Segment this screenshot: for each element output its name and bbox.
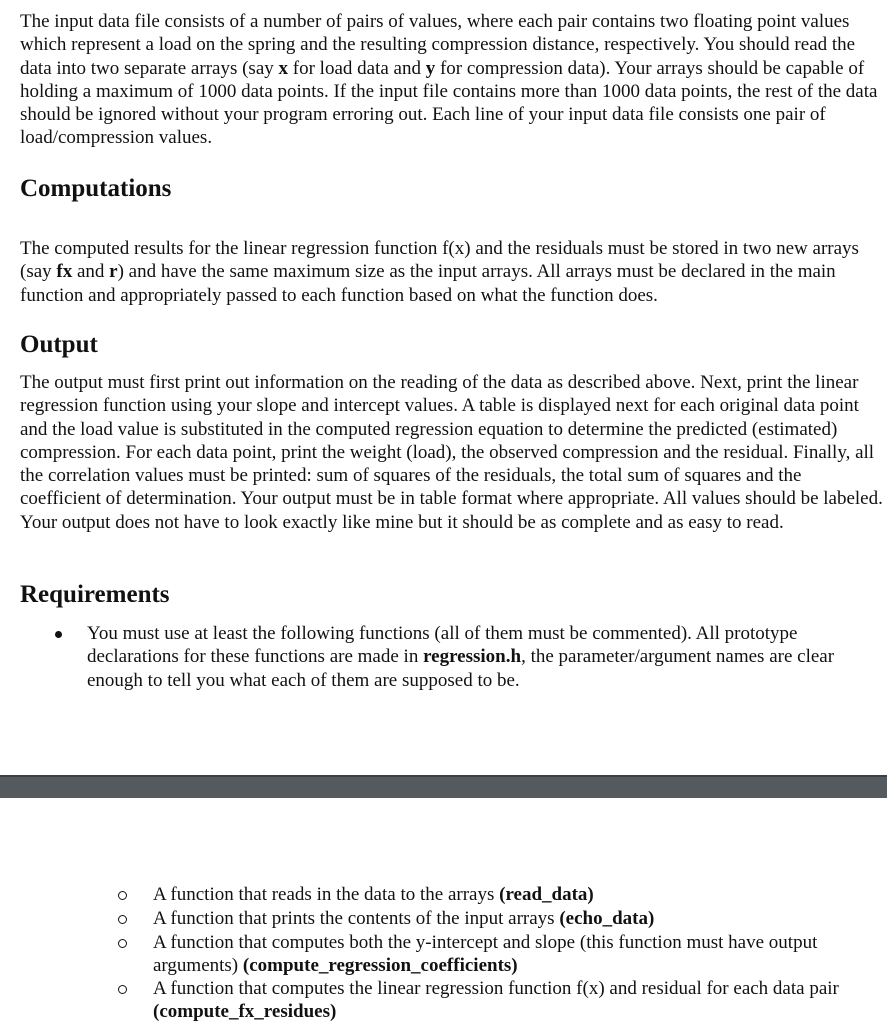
function-name: (echo_data) xyxy=(559,908,655,929)
circle-bullet-icon xyxy=(118,939,127,948)
output-paragraph: The output must first print out information on the reading of the data as described above. Next, print the linear regression function using your slope and intercept values. A table is displayed next for each original data point and the load value is substituted in the computed regression equation to determine the predicted (estimated) compression. For each data point, print the weight (load), the observed compression and the residual. Finally, all the correlation values must be printed: sum of squares of the residuals, the total sum of squares and the coefficient of determination. Your output must be in table format where appropriate. All values should be labeled. Your output does not have to look exactly like mine but it should be as complete and as easy to read. xyxy=(20,372,883,533)
item-description: A function that computes both the y-intercept and slope (this function must have output arguments) xyxy=(153,932,818,977)
intro-text-2: for load data and xyxy=(288,57,426,79)
intro-paragraph xyxy=(20,10,886,150)
item-description: A function that computes the linear regression function f(x) and residual for each data pair xyxy=(153,978,839,999)
circle-bullet-icon xyxy=(118,985,127,994)
computations-text-2: and xyxy=(72,261,110,283)
bullet-text-1: You must use at least the following functions (all of them must be commented). All prototype declarations for these functions are made in xyxy=(87,623,798,668)
circle-bullet-icon xyxy=(118,915,127,924)
var-y: y xyxy=(425,57,436,79)
intro-text-3: for compression data). Your arrays should be capable of holding a maximum of 1000 data points. If the input file contains more than 1000 data points, the rest of the data should be ignored without your program erroring out. Each line of your input data file consists one pair of load/compression values. xyxy=(20,57,878,149)
header-file-name: regression.h xyxy=(423,646,522,668)
computations-text-1: The computed results for the linear regression function f(x) and the residuals must be stored in two new arrays (say xyxy=(20,238,859,283)
list-item-text xyxy=(153,907,878,930)
page-gap-separator xyxy=(0,777,887,798)
bullet-icon xyxy=(55,631,62,638)
item-description: A function that prints the contents of the input arrays xyxy=(153,908,560,929)
bullet-text xyxy=(87,622,877,692)
list-item-text xyxy=(153,977,878,1024)
computations-heading: Computations xyxy=(20,175,172,202)
bullet-text-2: , the parameter/argument names are clear enough to tell you what each of them are supposed to be. xyxy=(87,646,835,691)
intro-text-1: The input data file consists of a number of pairs of values, where each pair contains two floating point values which represent a load on the spring and the resulting compression distance, respectively. You should read the data into two separate arrays (say xyxy=(20,11,856,79)
computations-paragraph xyxy=(20,237,886,307)
requirements-heading: Requirements xyxy=(20,581,170,608)
var-x: x xyxy=(278,57,289,79)
list-item-text xyxy=(153,931,878,978)
computations-text-3: ) and have the same maximum size as the input arrays. All arrays must be declared in the main function and appropriately passed to each function based on what the function does. xyxy=(20,261,836,306)
function-name: (compute_fx_residues) xyxy=(153,1001,337,1023)
page-top-edge xyxy=(0,0,887,6)
list-item-text xyxy=(153,883,878,906)
function-name: (read_data) xyxy=(499,884,594,905)
item-description: A function that reads in the data to the arrays xyxy=(153,884,500,905)
circle-bullet-icon xyxy=(118,891,127,900)
var-fx: fx xyxy=(56,261,73,283)
output-heading: Output xyxy=(20,331,98,358)
function-name: (compute_regression_coefficients) xyxy=(242,955,518,977)
var-r: r xyxy=(109,261,118,283)
